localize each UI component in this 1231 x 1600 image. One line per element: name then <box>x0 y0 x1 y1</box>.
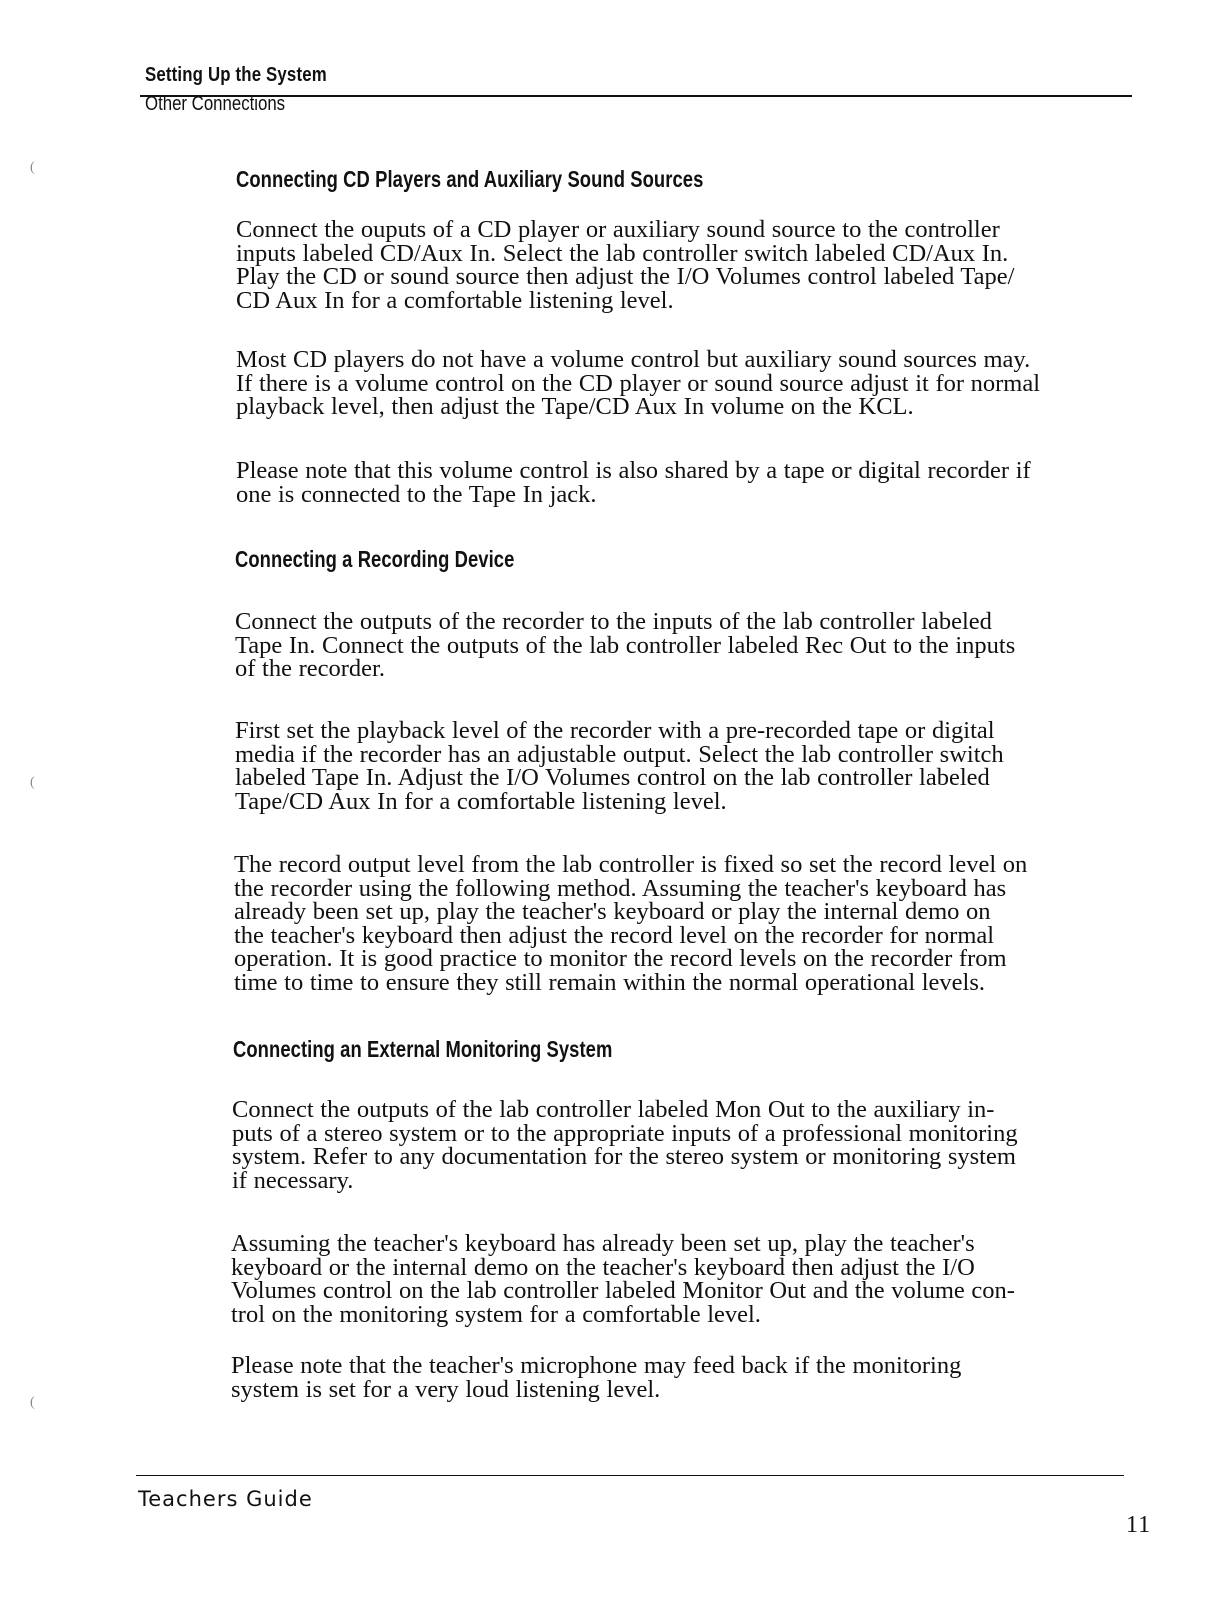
running-header-subtitle: Other Connections <box>145 93 286 115</box>
page-number: 11 <box>1126 1512 1152 1538</box>
section-heading-recording-device: Connecting a Recording Device <box>235 546 515 572</box>
text-line: operation. It is good practice to monitor the record levels on the recorder from <box>234 945 1007 972</box>
paragraph <box>236 218 1141 312</box>
text-line: keyboard or the internal demo on the teacher's keyboard then adjust the I/O <box>231 1253 975 1281</box>
text-line: system. Refer to any documentation for the stereo system or monitoring system <box>232 1143 1016 1170</box>
text-line: Volumes control on the lab controller labeled Monitor Out and the volume con- <box>231 1277 1015 1304</box>
text-line: Tape In. Connect the outputs of the lab controller labeled Rec Out to the inputs <box>235 631 1016 659</box>
paragraph <box>231 1354 1136 1401</box>
text-line: Most CD players do not have a volume control but auxiliary sound sources may. <box>236 346 1031 373</box>
text-line: one is connected to the Tape In jack. <box>236 480 597 508</box>
text-line: The record output level from the lab controller is fixed so set the record level on <box>234 851 1028 878</box>
footer-title: Teachers Guide <box>138 1487 313 1511</box>
text-line: puts of a stereo system or to the appropriate inputs of a professional monitoring <box>232 1119 1018 1147</box>
text-line: time to time to ensure they still remain within the normal operational levels. <box>234 968 986 996</box>
text-line: the teacher's keyboard then adjust the record level on the recorder for normal <box>234 921 995 949</box>
text-line: the recorder using the following method. Assuming the teacher's keyboard has <box>234 874 1007 902</box>
scan-mark: ( <box>30 1395 35 1410</box>
text-line: if necessary. <box>232 1166 354 1194</box>
paragraph <box>236 459 1141 506</box>
header-rule <box>140 95 1132 97</box>
paragraph <box>231 1232 1136 1326</box>
section-heading-cd-players: Connecting CD Players and Auxiliary Sound Sources <box>236 166 704 192</box>
text-line: Connect the outputs of the recorder to the inputs of the lab controller labeled <box>235 608 992 635</box>
text-line: Play the CD or sound source then adjust the I/O Volumes control labeled Tape/ <box>236 263 1015 290</box>
text-line: Tape/CD Aux In for a comfortable listening level. <box>235 787 727 815</box>
text-line: of the recorder. <box>235 655 385 682</box>
text-line: First set the playback level of the recorder with a pre-recorded tape or digital <box>235 717 995 744</box>
text-line: Please note that this volume control is also shared by a tape or digital recorder if <box>236 457 1031 484</box>
paragraph <box>232 1098 1137 1192</box>
text-line: playback level, then adjust the Tape/CD Aux In volume on the KCL. <box>236 393 914 420</box>
text-line: already been set up, play the teacher's keyboard or play the internal demo on <box>234 898 991 925</box>
text-line: inputs labeled CD/Aux In. Select the lab controller switch labeled CD/Aux In. <box>236 239 1009 267</box>
scan-mark: ( <box>30 160 35 175</box>
scan-mark: ( <box>30 775 35 790</box>
paragraph <box>235 610 1140 681</box>
text-line: trol on the monitoring system for a comfortable level. <box>231 1300 761 1328</box>
text-line: CD Aux In for a comfortable listening level. <box>236 286 674 314</box>
text-line: labeled Tape In. Adjust the I/O Volumes control on the lab controller labeled <box>235 764 990 791</box>
text-line: Connect the outputs of the lab controller labeled Mon Out to the auxiliary in- <box>232 1096 995 1123</box>
text-line: media if the recorder has an adjustable output. Select the lab controller switch <box>235 740 1004 768</box>
text-line: Please note that the teacher's microphone may feed back if the monitoring <box>231 1352 962 1379</box>
running-header-title: Setting Up the System <box>145 64 327 86</box>
text-line: If there is a volume control on the CD player or sound source adjust it for normal <box>236 369 1041 397</box>
footer-rule <box>136 1475 1124 1476</box>
text-line: Connect the ouputs of a CD player or auxiliary sound source to the controller <box>236 216 1000 243</box>
section-heading-monitoring-system: Connecting an External Monitoring System <box>233 1036 613 1062</box>
paragraph <box>234 853 1139 994</box>
text-line: system is set for a very loud listening level. <box>231 1375 661 1403</box>
paragraph <box>236 348 1141 419</box>
text-line: Assuming the teacher's keyboard has already been set up, play the teacher's <box>231 1230 975 1257</box>
paragraph <box>235 719 1140 813</box>
